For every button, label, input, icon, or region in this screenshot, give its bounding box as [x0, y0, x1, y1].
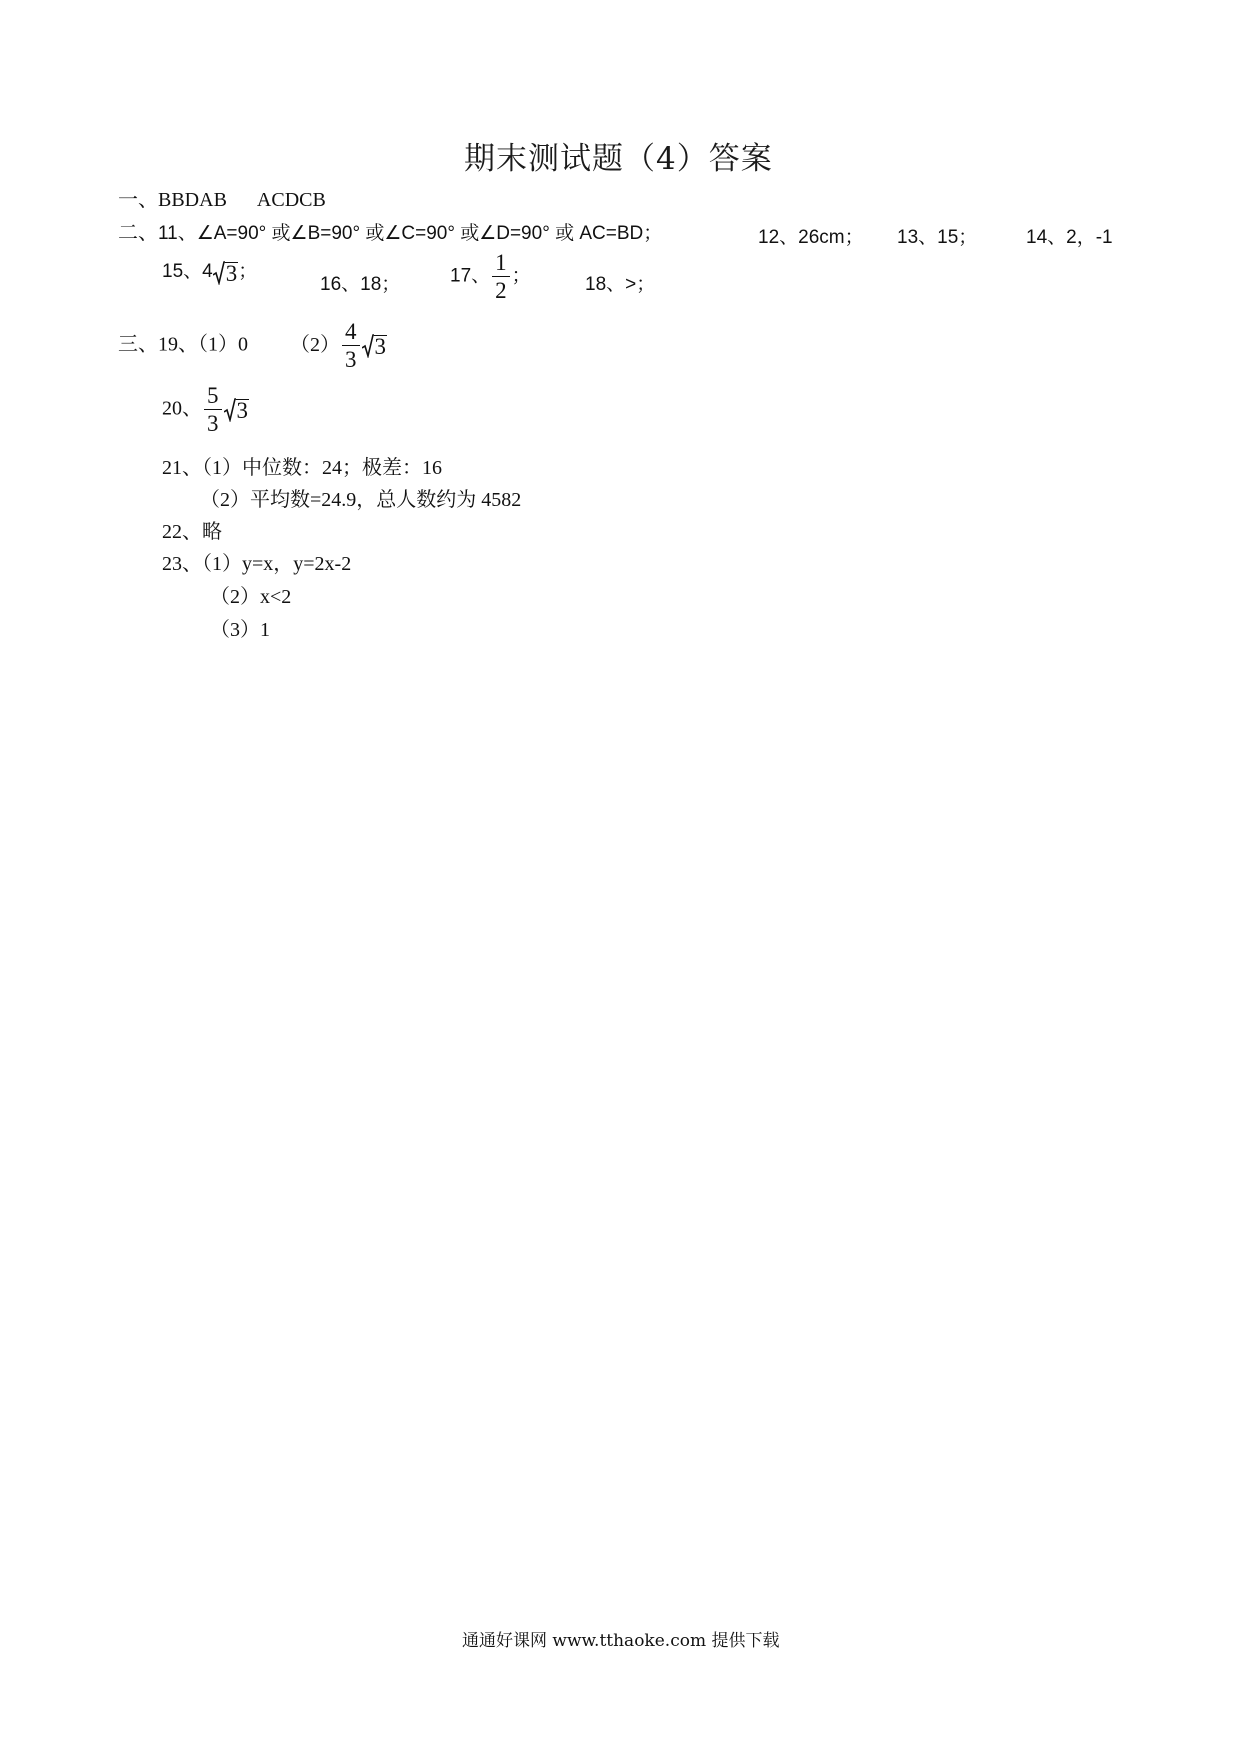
q19-part-2-prefix: （2）: [290, 333, 340, 356]
section-1-answers-a: BBDAB: [158, 189, 227, 211]
q15-prefix: 15、4: [162, 261, 213, 282]
section-2-row-1: [118, 222, 662, 245]
q21-part-2: （2）平均数=24.9，总人数约为 4582: [200, 489, 522, 511]
q20-prefix: 20、: [162, 397, 202, 420]
q20-numerator: 5: [204, 384, 222, 410]
q23-part-1: 23、（1）y=x，y=2x-2: [162, 553, 352, 575]
q15-suffix: ；: [238, 261, 258, 282]
section-1-answers-b: ACDCB: [256, 189, 326, 211]
q20-denominator: 3: [207, 411, 219, 436]
q23-part-3: （3）1: [210, 619, 270, 641]
q12-answer: 12、26cm；: [758, 227, 864, 248]
q17-prefix: 17、: [450, 265, 491, 287]
section-2-label: 二、: [118, 222, 158, 244]
q17-suffix: ；: [511, 265, 531, 287]
q19-part-1: 19、（1）0: [158, 333, 248, 356]
q19-radicand: 3: [374, 334, 386, 359]
radical-icon: [362, 334, 374, 358]
q14-answer: 14、2，-1: [1026, 227, 1113, 248]
q20-radicand: 3: [236, 398, 248, 423]
q20-sqrt: [224, 398, 250, 422]
q20-fraction: [204, 384, 222, 436]
q17-denominator: 2: [495, 278, 507, 303]
q19-denominator: 3: [345, 347, 357, 372]
q11-answer: 11、∠A=90° 或∠B=90° 或∠C=90° 或∠D=90° 或 AC=BD；: [158, 223, 663, 244]
q22-answer: 22、略: [162, 521, 222, 543]
q23-part-2: （2）x<2: [210, 586, 292, 608]
section-1-label: 一、: [118, 189, 158, 211]
section-3-label: 三、: [118, 333, 158, 356]
footer-credit: 通通好课网 www.tthaoke.com 提供下载: [462, 1631, 780, 1651]
q19-answer: [118, 320, 387, 372]
q17-answer: [450, 251, 531, 303]
q15-radicand: 3: [225, 260, 238, 286]
q20-answer: [162, 384, 249, 436]
q17-numerator: 1: [492, 251, 510, 277]
q19-fraction: [342, 320, 360, 372]
q16-answer: 16、18；: [320, 274, 401, 295]
q15-sqrt: [213, 261, 239, 285]
q13-answer: 13、15；: [897, 227, 978, 248]
q15-answer: [162, 256, 257, 285]
q19-numerator: 4: [342, 320, 360, 346]
q19-sqrt: [362, 334, 388, 358]
section-1-line: [118, 189, 326, 211]
page-title: 期末测试题（4）答案: [464, 141, 773, 177]
radical-icon: [213, 261, 225, 285]
q18-answer: 18、>；: [585, 274, 656, 295]
radical-icon: [224, 398, 236, 422]
q21-part-1: 21、（1）中位数：24；极差：16: [162, 457, 442, 479]
q17-fraction: [492, 251, 510, 303]
